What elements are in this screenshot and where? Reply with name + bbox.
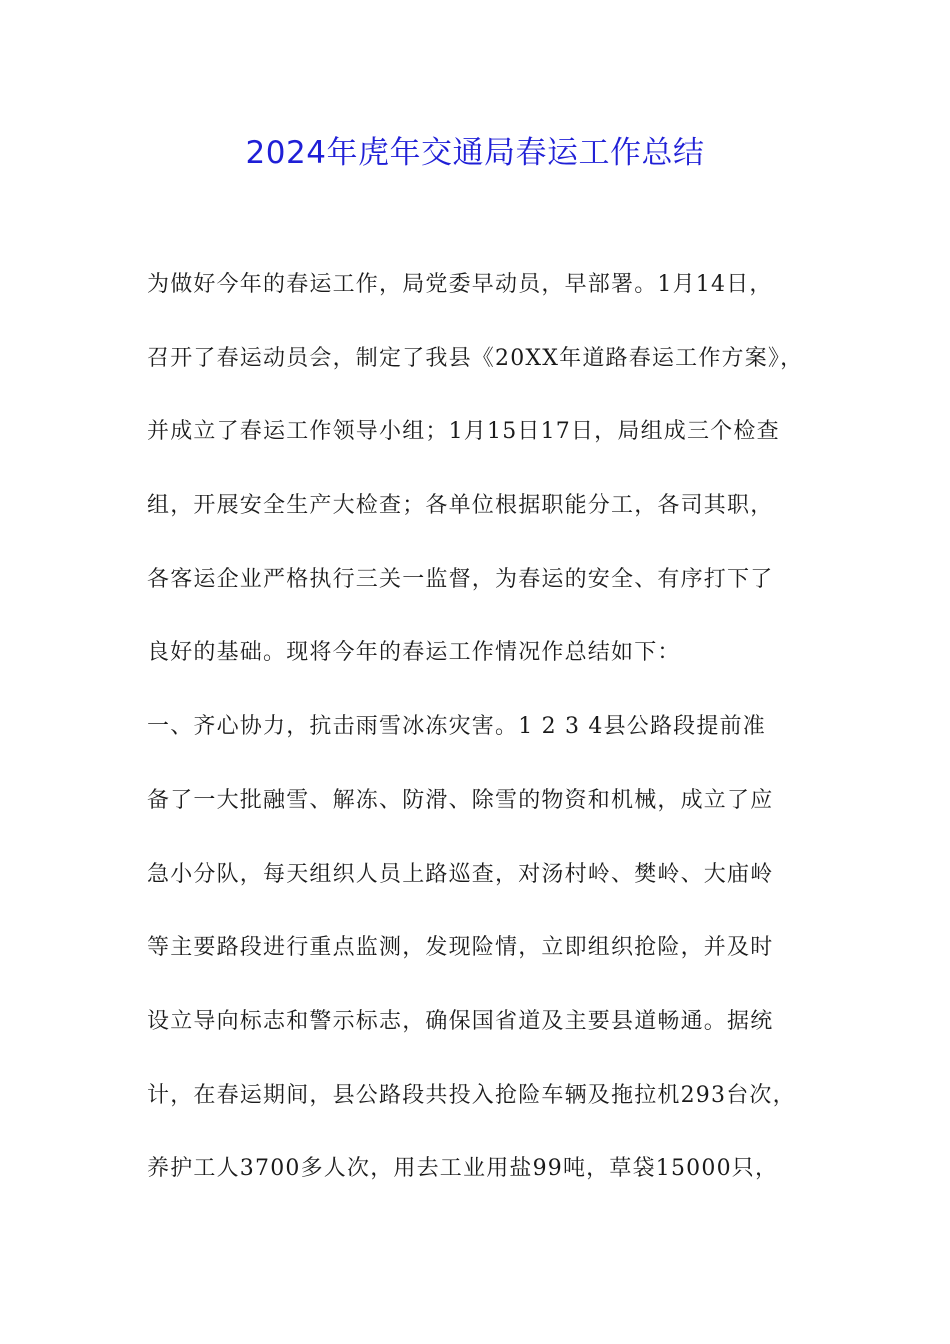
body-line: 一、齐心协力，抗击雨雪冰冻灾害。1 2 3 4县公路段提前准	[147, 714, 766, 740]
body-line: 为做好今年的春运工作，局党委早动员，早部署。1月14日，	[147, 272, 773, 297]
body-line: 召开了春运动员会，制定了我县《20XX年道路春运工作方案》，	[147, 345, 804, 371]
body-line: 并成立了春运工作领导小组；1月15日17日，局组成三个检查	[147, 419, 780, 445]
body-line: 良好的基础。现将今年的春运工作情况作总结如下：	[147, 640, 681, 666]
body-line: 设立导向标志和警示标志，确保国省道及主要县道畅通。据统	[147, 1008, 774, 1034]
body-line: 各客运企业严格执行三关一监督，为春运的安全、有序打下了	[147, 566, 774, 592]
document-title: 2024年虎年交通局春运工作总结	[245, 135, 705, 171]
body-line: 计，在春运期间，县公路段共投入抢险车辆及拖拉机293台次，	[147, 1082, 796, 1108]
body-line: 急小分队，每天组织人员上路巡查，对汤村岭、樊岭、大庙岭	[147, 861, 774, 887]
body-line: 等主要路段进行重点监测，发现险情，立即组织抢险，并及时	[147, 935, 774, 961]
body-line: 养护工人3700多人次，用去工业用盐99吨，草袋15000只，	[147, 1156, 779, 1182]
body-line: 组，开展安全生产大检查；各单位根据职能分工，各司其职，	[147, 493, 774, 519]
document-body	[147, 262, 837, 1220]
body-line: 备了一大批融雪、解冻、防滑、除雪的物资和机械，成立了应	[147, 787, 774, 813]
